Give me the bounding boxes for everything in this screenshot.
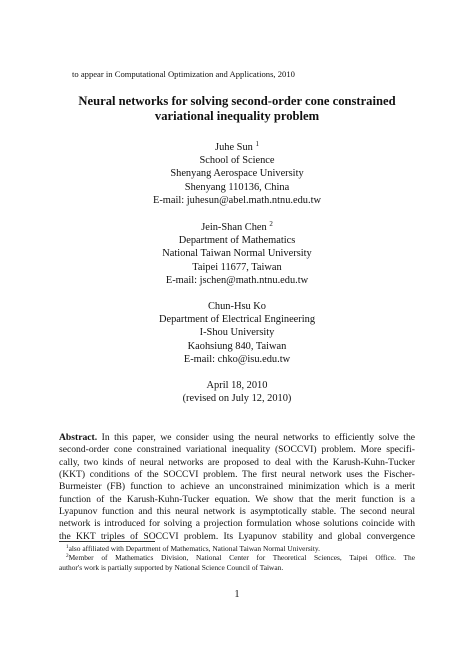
author-name: Jein-Shan Chen $^2$	[201, 220, 273, 233]
author-block-3	[0, 300, 474, 366]
footnote-mark: 1	[255, 140, 259, 148]
author-address: Taipei 11677, Taiwan	[192, 261, 282, 273]
author-email: E-mail: jschen@math.ntnu.edu.tw	[165, 274, 309, 286]
abstract-line: second-order cone constrained variational inequality (SOCCVI) problem. More specifi-	[59, 444, 415, 456]
footnote-mark: 1	[66, 544, 69, 550]
author-affiliation: National Taiwan Normal University	[162, 248, 312, 260]
author-email: E-mail: juhesun@abel.math.ntnu.edu.tw	[153, 194, 321, 206]
author-block-1	[0, 141, 474, 207]
abstract-line: the KKT triples of SOCCVI problem. Its Lyapunov stability and global convergence	[59, 530, 415, 542]
page-number: 1	[234, 589, 240, 600]
footnote-2-continued: author's work is partially supported by National Science Council of Taiwan.	[59, 562, 284, 572]
footnotes	[59, 544, 415, 572]
title-line-2: variational inequality problem	[154, 109, 320, 123]
abstract-line: cally, two kinds of neural networks are proposed to deal with the Karush-Kuhn-Tucker	[59, 456, 415, 468]
author-affiliation: Department of Electrical Engineering	[158, 314, 316, 326]
abstract-line: Lyapunov function and this neural network is asymptotically stable. The second neural	[59, 506, 415, 518]
author-affiliation: School of Science	[199, 155, 275, 167]
abstract-line: (KKT) conditions of the SOCCVI problem. The first neural network uses the Fischer-	[59, 469, 415, 481]
author-address: Shenyang 110136, China	[184, 181, 290, 193]
footnote-mark: 2	[269, 220, 273, 228]
abstract-label: Abstract.	[59, 432, 98, 443]
title-line-1: Neural networks for solving second-order cone constrained	[78, 94, 396, 108]
author-address: Kaohsiung 840, Taiwan	[187, 340, 287, 352]
author-name: Juhe Sun $^1$	[215, 140, 259, 153]
footnote-divider	[59, 541, 155, 542]
author-affiliation: Department of Mathematics	[178, 235, 296, 247]
date-block	[0, 379, 474, 405]
author-affiliation: Shenyang Aerospace University	[170, 168, 304, 180]
author-email: E-mail: chko@isu.edu.tw	[183, 353, 291, 365]
footnote-1: $^1$also affiliated with Department of Mathematics, National Taiwan Normal University.	[66, 544, 320, 553]
footnote-2: $^2$Member of Mathematics Division, National Center for Theoretical Sciences, Taipei Office. The	[66, 553, 415, 563]
author-block-2	[0, 221, 474, 287]
paper-date: April 18, 2010	[206, 380, 268, 391]
abstract-line: Burmeister (FB) function to achieve an unconstrained minimization which is a merit	[59, 481, 415, 493]
author-affiliation: I-Shou University	[199, 327, 275, 339]
paper-title	[0, 94, 474, 124]
publication-note: to appear in Computational Optimization and Applications, 2010	[72, 69, 295, 79]
abstract-line: Abstract. In this paper, we consider using the neural networks to efficiently solve the	[59, 432, 415, 443]
footnote-mark: 2	[66, 553, 69, 560]
revised-date: (revised on July 12, 2010)	[182, 393, 292, 405]
abstract-line: network is introduced for solving a projection formulation whose solutions coincide with	[59, 518, 415, 530]
abstract-line: function of the Karush-Kuhn-Tucker equation. We show that the merit function is a	[59, 493, 415, 505]
author-name: Chun-Hsu Ko	[207, 301, 267, 312]
abstract	[59, 432, 415, 543]
